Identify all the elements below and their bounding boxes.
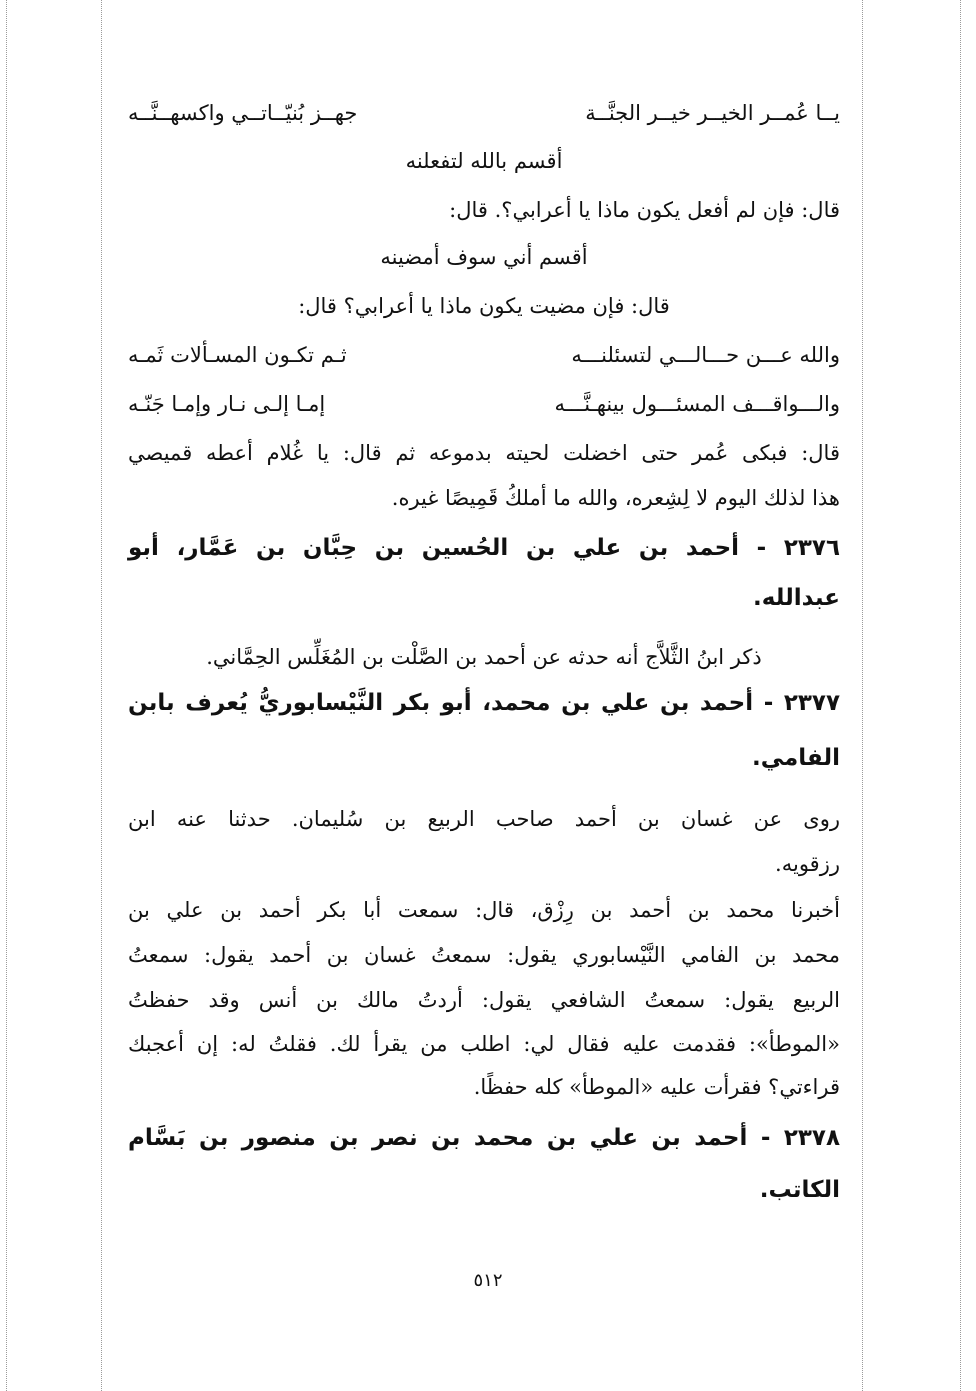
verse-2-right-hemistich: والله عـــن حـــالـــي لتسئلنـــه [571,343,840,367]
verse-centered-line: أقسم بالله لتفعلنه [405,149,563,173]
text-line: رزقويه. [775,852,840,876]
scan-dotted-line [960,0,961,1391]
entry-heading-2377-cont: الفامي. [752,745,840,771]
entry-heading-2376-cont: عبدالله. [753,585,840,611]
text-line: قال: فبكى عُمر حتى اخضلت لحيته بدموعه ثم قال: يا غُلام أعطه قميصي [128,441,840,465]
text-line: محمد بن الفامي النَّيْسابوري يقول: سمعتُ غسان بن أحمد يقول: سمعتُ [128,943,840,967]
verse-line-2 [128,338,840,372]
verse-3-right-hemistich: والـــواقـــف المسئـــول بينهـنَّـــه [554,392,840,416]
verse-centered-line: أقسم أني سوف أمضينه [380,245,588,269]
text-line: «الموطأ»: فقدمت عليه فقال لي: اطلب من يقرأ لك. فقلتُ له: إن أعجبك [128,1032,840,1056]
scan-dotted-line [101,0,102,1391]
text-line: الربيع يقول: سمعتُ الشافعي يقول: أردتُ مالك بن أنس وقد حفظتُ [128,988,840,1012]
text-line: أخبرنا محمد بن أحمد بن رِزْق، قال: سمعت أبا بكر أحمد بن علي بن [128,898,840,922]
entry-heading-2376: ٢٣٧٦ - أحمد بن علي بن الحُسين بن حِبَّان بن عَمَّار، أبو [128,535,840,561]
verse-1-left-hemistich: جهــز بُنيّــاتــي واكسهــنَّــه [128,101,358,125]
verse-1-right-hemistich: يــا عُمــر الخيــر خيــر الجنَّــة [585,101,840,125]
page-number: ٥١٢ [473,1270,503,1291]
text-line: قال: فإن لم أفعل يكون ماذا يا أعرابي؟. قال: [449,198,840,222]
verse-2-left-hemistich: ثـم تكـون المسـألات ثَمـه [128,343,347,367]
text-line: روى عن غسان بن أحمد صاحب الربيع بن سُليمان. حدثنا عنه ابن [128,807,840,831]
verse-line-3 [128,387,840,421]
entry-heading-2378-cont: الكاتب. [759,1177,840,1203]
entry-heading-2378: ٢٣٧٨ - أحمد بن علي بن محمد بن نصر بن منصور بن بَسَّام [128,1125,840,1151]
verse-3-left-hemistich: إمـا إلـى نـار وإمـا جَنّـه [128,392,326,416]
verse-line-1 [128,96,840,130]
text-line: ذكر ابنُ الثَّلاَّج أنه حدثه عن أحمد بن الصَّلْت بن المُغَلِّس الحِمَّاني. [206,645,762,669]
text-line: هذا لذلك اليوم لا لِشِعره، والله ما أملكُ قَمِيصًا غيره. [391,486,840,510]
text-line: قراءتي؟ فقرأت عليه «الموطأ» كله حفظًا. [473,1075,840,1099]
entry-heading-2377: ٢٣٧٧ - أحمد بن علي بن محمد، أبو بكر النَّيْسابوريُّ يُعرف بابن [128,690,840,716]
scan-dotted-line [862,0,863,1391]
scan-dotted-line [6,0,7,1391]
text-line: قال: فإن مضيت يكون ماذا يا أعرابي؟ قال: [298,294,670,318]
